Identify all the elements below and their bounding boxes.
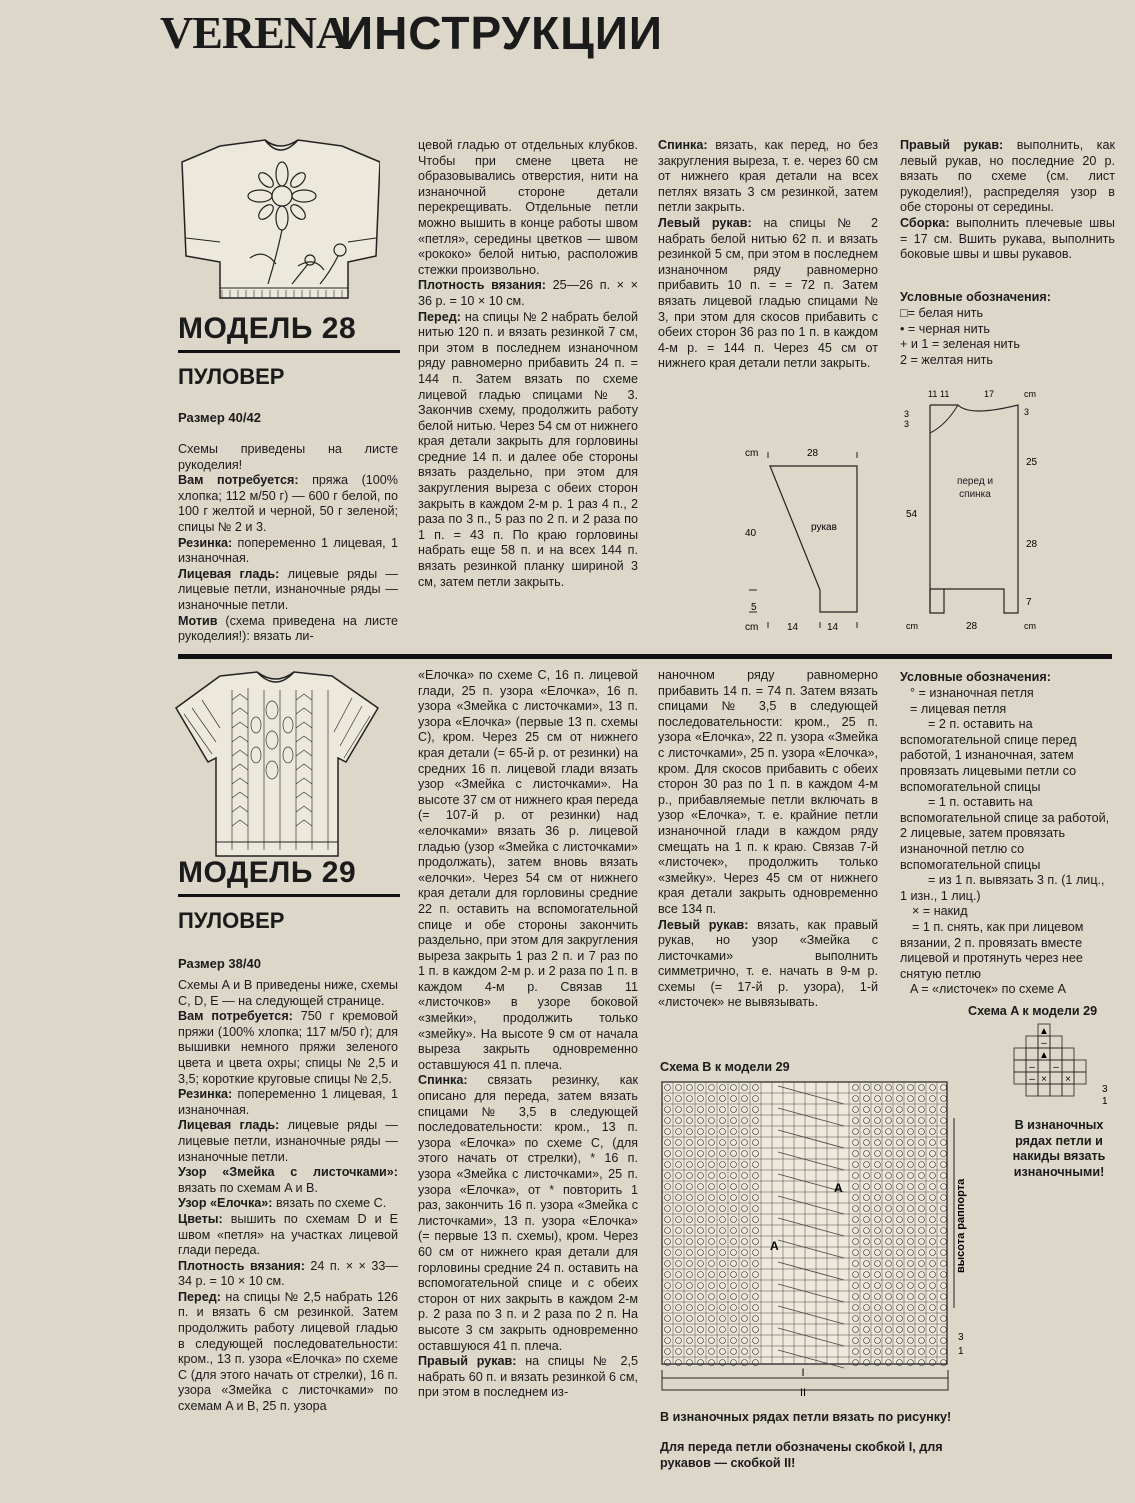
paragraph: Лицевая гладь: лицевые ряды — лицевые петли, изнаночные ряды — изнаночные петли. — [178, 1118, 398, 1164]
svg-text:▲: ▲ — [1039, 1050, 1049, 1061]
body-diagram — [900, 385, 1060, 635]
paragraph: Правый рукав: выполнить, как левый рукав, но последние 20 р. вязать по схеме (см. лист рукоделия!), распределяя узор в обе стороны от середины. — [900, 138, 1115, 215]
paragraph-heading: Узор «Елочка»: — [178, 1196, 273, 1211]
model-28-column-3 — [658, 138, 878, 372]
legend-item: • = черная нить — [900, 321, 990, 336]
cm-label: cm — [906, 621, 918, 631]
dim-b2: 14 — [827, 622, 839, 633]
svg-text:▲: ▲ — [1039, 1026, 1049, 1037]
paragraph-heading: Лицевая гладь: — [178, 566, 280, 581]
paragraph-heading: Узор «Змейка с листочками»: — [178, 1165, 398, 1180]
paragraph: Резинка: попеременно 1 лицевая, 1 изнаночная. — [178, 535, 398, 566]
legend-item: = 1 п. снять, как при лицевом вязании, 2 п. провязать вместе лицевой и протянуть через нее снятую петлю — [900, 919, 1084, 981]
dim-7: 7 — [1026, 597, 1032, 608]
sleeve-label: рукав — [811, 522, 837, 533]
schema-b-grid — [658, 1078, 968, 1408]
schema-b-note-2: Для переда петли обозначены скобкой I, для рукавов — скобкой II! — [660, 1440, 943, 1470]
legend-item: □= белая нить — [900, 306, 984, 320]
dim-top: 28 — [807, 448, 819, 459]
schema-a-note: В изнаночных рядах петли и накиды вязать изнаночными! — [1012, 1118, 1106, 1179]
svg-text:×: × — [1065, 1074, 1071, 1085]
paragraph-heading: Вам потребуется: — [178, 473, 299, 488]
row-label: 3 — [1102, 1084, 1108, 1095]
paragraph-heading: Перед: — [418, 309, 461, 324]
brand-logo: VERENA — [160, 7, 349, 58]
paragraph-heading: Спинка: — [418, 1073, 468, 1088]
svg-text:A: A — [834, 1181, 843, 1195]
dim-28: 28 — [1026, 539, 1038, 550]
row-label: 3 — [958, 1332, 964, 1343]
paragraph-heading: Правый рукав: — [418, 1354, 517, 1369]
model-29-column-3 — [658, 668, 878, 1011]
paragraph: Схемы A и B приведены ниже, схемы C, D, E — на следующей странице. — [178, 978, 398, 1008]
row-label: 1 — [958, 1346, 964, 1357]
model-28-size: Размер 40/42 — [178, 410, 261, 425]
paragraph: Узор «Змейка с листочками»: вязать по схемам A и B. — [178, 1165, 398, 1195]
schema-a-title: Схема A к модели 29 — [968, 1004, 1098, 1018]
svg-text:–: – — [1041, 1038, 1047, 1049]
repeat-height-label: высота раппорта — [955, 1178, 967, 1273]
legend-item: 2 = желтая нить — [900, 352, 993, 367]
dim-3a: 3 — [904, 409, 910, 419]
model-28-column-4 — [900, 138, 1115, 263]
dim-3c: 3 — [1024, 407, 1030, 417]
paragraph-heading: Сборка: — [900, 215, 950, 230]
schema-b-title: Схема B к модели 29 — [660, 1060, 790, 1074]
dim-height: 40 — [745, 528, 757, 539]
divider — [178, 350, 400, 353]
paragraph: Сборка: выполнить плечевые швы = 17 см. Вшить рукава, выполнить боковые швы и швы рукавов. — [900, 215, 1115, 262]
sweater-29-sketch — [172, 670, 382, 860]
dim-t1: 11 — [928, 389, 938, 399]
paragraph-heading: Мотив — [178, 613, 218, 628]
paragraph: Резинка: попеременно 1 лицевая, 1 изнаночная. — [178, 1087, 398, 1117]
cm-label: cm — [745, 622, 759, 633]
paragraph-heading: Резинка: — [178, 535, 233, 550]
paragraph: Плотность вязания: 24 п. × × 33—34 р. = 10 × 10 см. — [178, 1258, 398, 1289]
svg-text:–: – — [1029, 1074, 1035, 1085]
legend-item: + и 1 = зеленая нить — [900, 337, 1020, 352]
section-divider — [178, 654, 1112, 659]
bracket-ii: II — [799, 1387, 807, 1399]
paragraph: Схемы приведены на листе рукоделия! — [178, 442, 398, 472]
sweater-28-sketch — [180, 138, 380, 308]
dim-t1b: 11 — [940, 389, 950, 399]
paragraph-heading: Спинка: — [658, 138, 708, 152]
paragraph: Плотность вязания: 25—26 п. × × 36 р. = 10 × 10 см. — [418, 278, 638, 308]
paragraph: Узор «Елочка»: вязать по схеме C. — [178, 1196, 387, 1211]
paragraph: Спинка: вязать, как перед, но без закругления выреза, т. е. через 60 см от нижнего края детали на всех петлях вязать 3 см резинкой, затем петли закрыть. — [658, 138, 878, 215]
paragraph-heading: Левый рукав: — [658, 917, 749, 932]
dim-t2: 17 — [984, 389, 995, 399]
cm-label: cm — [1024, 621, 1036, 631]
svg-text:A: A — [770, 1239, 779, 1253]
model-29-legend-title: Условные обозначения: — [900, 670, 1051, 684]
paragraph-heading: Цветы: — [178, 1211, 223, 1226]
paragraph: Перед: на спицы № 2,5 набрать 126 п. и вязать 6 см резинкой. Затем продолжить работу лицевой гладью в следующей последовательности: кром., 13 п. узора «Елочка» по схеме C (для этого начать от стрелки), 16 п. узора «Змейка с листочками» по схемам A и B, 25 п. узора — [178, 1289, 398, 1414]
dim-3b: 3 — [904, 419, 910, 429]
paragraph: Перед: на спицы № 2 набрать белой нитью 120 п. и вязать резинкой 7 см, при этом в последнем изнаночном ряду равномерно прибавить 24 п. = 144 п. Затем вязать по схеме лицевой гладью спицами № 3. Закончив схему, продолжить работу белой нитью. Через 54 см от нижнего края детали закрыть для горловины средние 14 п. и далее обе стороны вязать раздельно, при этом для закругления выреза с обеих сторон закрыть в каждом 2-м р. 1 раз 4 п., 2 раза по 3 п., 5 раз по 2 п. и 2 раза по 1 п. = 43 п. По краю горловины набрать еще 58 п. и на всех 144 п. вязать резинкой планку шириной 3 см, затем петли закрыть. — [418, 309, 638, 589]
paragraph: Спинка: связать резинку, как описано для переда, затем вязать спицами № 3,5 в следующей последовательности: кром., 13 п. узора «Елочка» по схеме C, (для этого начать от стрелки), * 16 п. узора «Змейка с листочками», 25 п. узора «Елочка», от * повторить 1 раз, закончить 16 п. узора «Змейка с листочками», 13 п. узора «Елочка» (= первые 13 п. схемы), кром. Через 60 см от нижнего края детали для горловины средние 24 п. оставить на вспомогательной спице и с обеих сторон от них закрыть в каждом 2-м р. 2 раза по 3 п. и 2 раза по 2 п. На высоте 3 см закрыть одновременно оставшуюся 41 п. плеча. — [418, 1073, 638, 1353]
model-28-type: ПУЛОВЕР — [178, 364, 285, 389]
paragraph: Цветы: вышить по схемам D и E швом «петля» на участках лицевой глади переда. — [178, 1211, 398, 1258]
svg-text:–: – — [1053, 1062, 1059, 1073]
model-29-title: МОДЕЛЬ 29 — [178, 856, 357, 889]
model-28-legend — [900, 306, 1110, 368]
svg-text:–: – — [1029, 1062, 1035, 1073]
paragraph: Вам потребуется: пряжа (100% хлопка; 112 м/50 г) — 600 г белой, по 100 г желтой и черной, 50 г зеленой; спицы № 2 и 3. — [178, 473, 398, 534]
model-29-type: ПУЛОВЕР — [178, 908, 285, 933]
legend-item: A = «листочек» по схеме A — [910, 982, 1067, 997]
cm-label: cm — [745, 448, 759, 459]
paragraph-heading: Лицевая гладь: — [178, 1118, 280, 1133]
paragraph: Вам потребуется: 750 г кремовой пряжи (100% хлопка; 117 м/50 г); для вышивки немного пряжи зеленого цвета и цвета охры; спицы № 2,5 и 3,5; короткие круговые спицы № 2,5. — [178, 1009, 398, 1086]
paragraph-heading: Плотность вязания: — [178, 1258, 305, 1273]
paragraph-heading: Правый рукав: — [900, 138, 1004, 152]
bracket-i: I — [801, 1367, 805, 1379]
dim-54: 54 — [906, 509, 918, 520]
schema-b-note-1: В изнаночных рядах петли вязать по рисунку! — [660, 1410, 952, 1424]
model-28-column-2 — [418, 138, 638, 590]
divider — [178, 894, 400, 897]
cm-label: cm — [1024, 389, 1036, 399]
paragraph-heading: Перед: — [178, 1289, 221, 1304]
paragraph: Левый рукав: вязать, как правый рукав, но узор «Змейка с листочками» выполнить симметрично, т. е. начать в 9-м р. схемы (= 17-й р. узора), 1-й «листочек» не вывязывать. — [658, 917, 878, 1010]
paragraph-heading: Левый рукав: — [658, 215, 752, 230]
paragraph: Правый рукав: на спицы № 2,5 набрать 60 п. и вязать резинкой 6 см, при этом в последнем из- — [418, 1354, 638, 1400]
schema-a-grid — [1004, 1022, 1114, 1112]
legend-item: ° = изнаночная петля — [910, 686, 1034, 700]
dim-b1: 14 — [787, 622, 799, 633]
paragraph: наночном ряду равномерно прибавить 14 п. = 74 п. Затем вязать спицами № 3,5 в следующей последовательности: кром., 25 п. узора «Елочка», 22 п. узора «Змейка с листочками», 25 п. узора «Елочка», кром. Для скосов прибавить с обеих сторон 30 раз по 1 п. в каждом 4-м р., прибавляемые петли включать в узор «Елочка», т. е. крайние петли изнаночной глади в каждом ряду смещать на 1 п. к краю. Связав 7-й «листочек», продолжить только «змейку». Через 45 см от нижнего края детали закрыть одновременно все 134 п. — [658, 668, 878, 916]
model-28-title: МОДЕЛЬ 28 — [178, 312, 357, 345]
svg-text:×: × — [1041, 1074, 1047, 1085]
paragraph: Мотив (схема приведена на листе рукоделия!): вязать ли- — [178, 613, 398, 644]
model-29-size: Размер 38/40 — [178, 956, 261, 971]
legend-item: = 2 п. оставить на вспомогательной спице перед работой, 1 изнаночная, затем провязать лицевыми петли со вспомогательной спицы — [900, 717, 1077, 794]
model-29-legend — [900, 686, 1115, 998]
sleeve-diagram — [735, 440, 885, 640]
dim-bot: 28 — [966, 621, 978, 632]
page-title: ИНСТРУКЦИИ — [340, 7, 663, 59]
paragraph: «Елочка» по схеме C, 16 п. лицевой глади, 25 п. узора «Елочка», 16 п. узора «Змейка с листочками», 13 п. узора «Елочка» (первые 13 п. схемы C), кром. Через 25 см от нижнего края детали (= 65-й р. от резинки) на средних 16 п. лицевой глади вязать узор «Змейка с листочками». На высоте 37 см от нижнего края переда (= 107-й р. от резинки) над «елочками» вязать 36 р. лицевой гладью (узор «Змейка с листочками» продолжать), затем вновь вязать «елочки». Через 54 см от нижнего края детали для горловины средние 22 п. оставить на вспомогательной спице и обе стороны закончить раздельно, при этом для закругления выреза закрыть 1 раз 2 п. и 7 раз по 1 п. в каждом 2-м р. и 2 раза по 1 п. в каждом 4-м р. Связав 11 «листочков» в узоре боковой «змейки», продолжить только «змейку». На высоте 9 см от начала выреза закрыть одновременно оставшуюся 41 п. плеча. — [418, 668, 638, 1072]
paragraph-heading: Вам потребуется: — [178, 1009, 293, 1024]
legend-item: = 1 п. оставить на вспомогательной спице за работой, 2 лицевые, затем провязать изнаночной петлю со вспомогательной спицы — [900, 795, 1110, 872]
legend-item: × = накид — [912, 904, 968, 919]
dim-25: 25 — [1026, 457, 1038, 468]
paragraph-heading: Плотность вязания: — [418, 278, 546, 293]
paragraph: Лицевая гладь: лицевые ряды — лицевые петли, изнаночные ряды — изнаночные петли. — [178, 566, 398, 612]
paragraph-heading: Резинка: — [178, 1087, 233, 1102]
model-28-column-1 — [178, 442, 398, 645]
paragraph: цевой гладью от отдельных клубков. Чтобы при смене цвета не образовывались отверстия, нити на изнаночной стороне детали перекрещивать. Отдельные петли можно вышить в конце работы швом «петля», середины цветков — швом «рококо» белой нитью, расположив стежки произвольно. — [418, 138, 638, 277]
paragraph: Левый рукав: на спицы № 2 набрать белой нитью 62 п. и вязать резинкой 5 см, при этом в последнем изнаночном ряду равномерно прибавить 10 п. = = 72 п. Затем вязать лицевой гладью спицами № 3, при этом для скосов прибавить с обеих сторон 36 раз по 1 п. в каждом 4-м р. = 144 п. Через 45 см от нижнего края детали петли закрыть. — [658, 215, 878, 371]
model-29-column-1 — [178, 978, 398, 1415]
legend-item: = из 1 п. вывязать 3 п. (1 лиц., 1 изн., 1 лиц.) — [900, 873, 1105, 903]
dim-cuff: 5 — [751, 602, 757, 613]
model-28-legend-title: Условные обозначения: — [900, 290, 1051, 304]
body-label: перед и спинка — [956, 476, 994, 500]
model-29-column-2 — [418, 668, 638, 1401]
legend-item: = лицевая петля — [910, 701, 1007, 716]
row-label: 1 — [1102, 1096, 1108, 1107]
